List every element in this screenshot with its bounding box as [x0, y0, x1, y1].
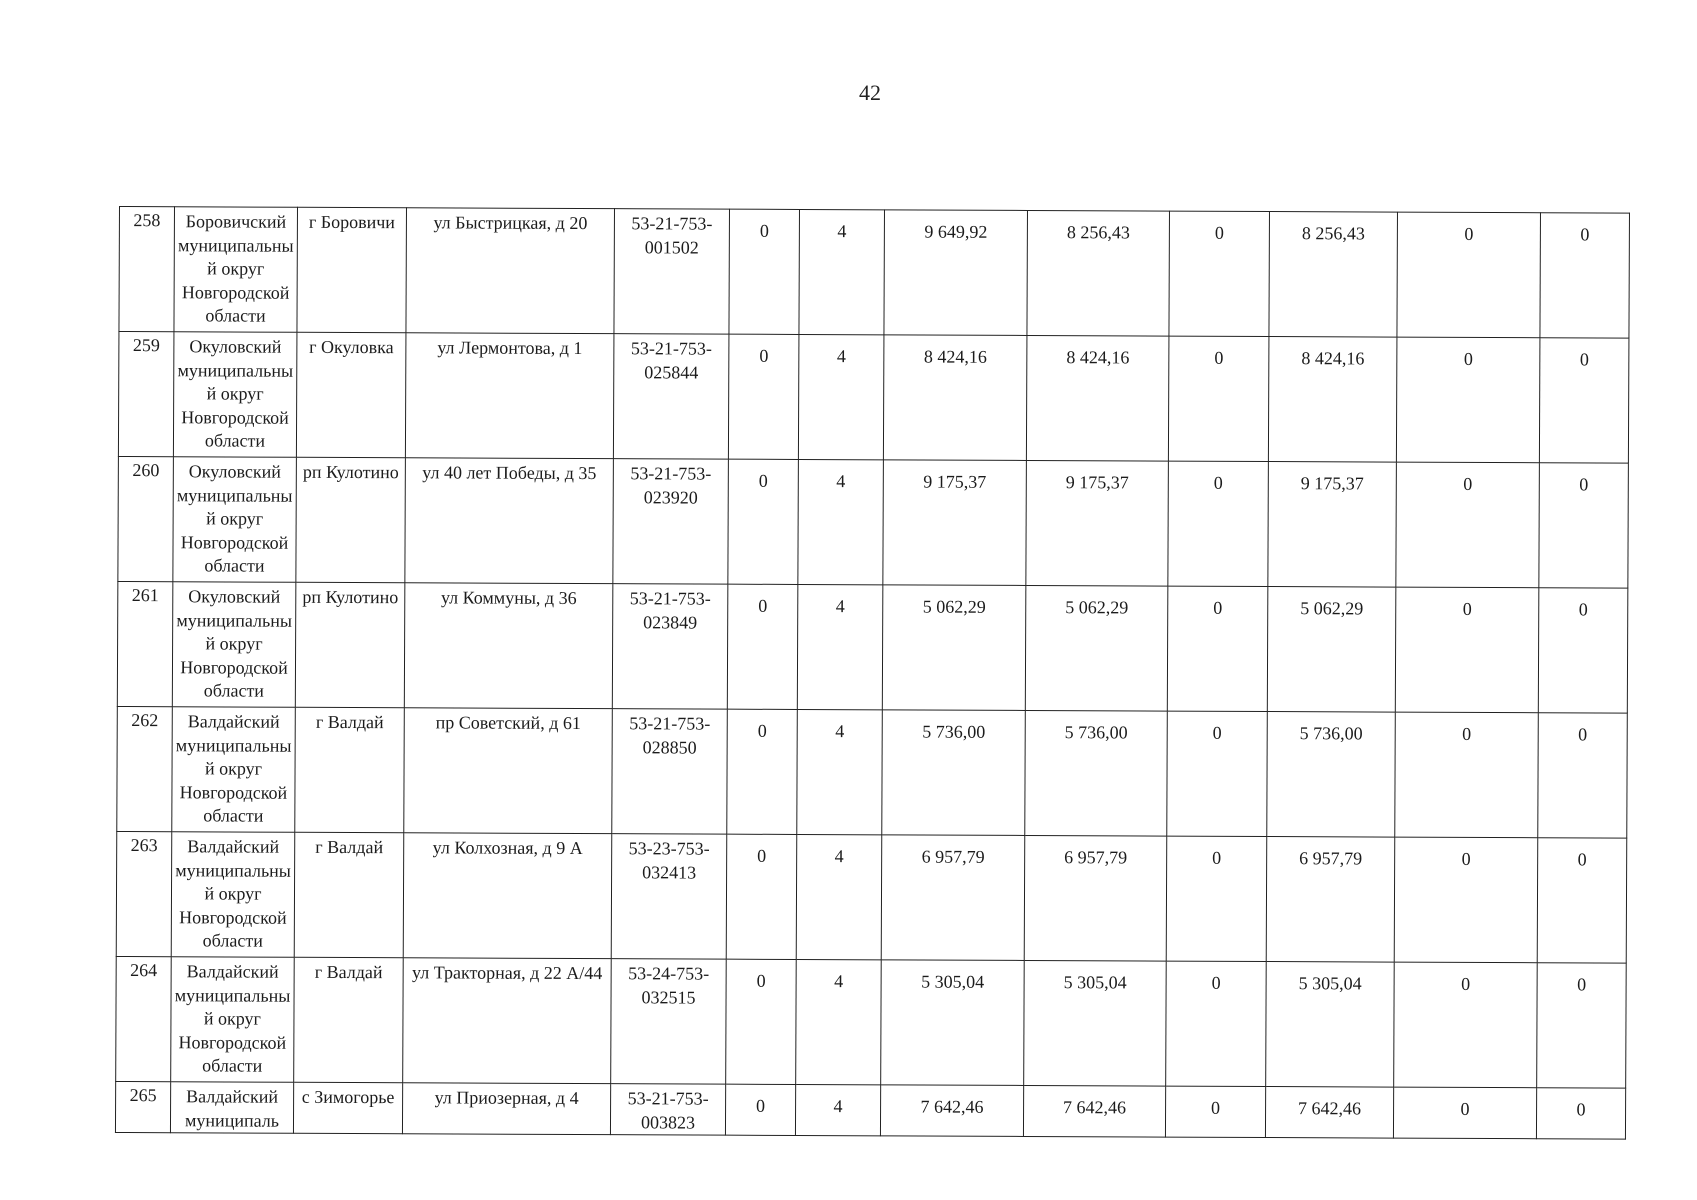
cell-col7: 4	[795, 1084, 880, 1135]
cell-col13: 0	[1538, 713, 1628, 838]
cell-number: 262	[117, 706, 173, 831]
cell-col6: 0	[726, 834, 797, 959]
cell-col9: 8 256,43	[1027, 210, 1170, 336]
cell-settlement: г Валдай	[294, 957, 404, 1082]
cell-col11: 5 305,04	[1266, 962, 1395, 1088]
table-row	[115, 1081, 1625, 1139]
cell-address: ул Быстрицкая, д 20	[406, 208, 615, 334]
cell-settlement: г Валдай	[294, 832, 404, 957]
cell-number: 265	[115, 1081, 170, 1132]
cell-col12: 0	[1396, 462, 1540, 588]
cell-col10: 0	[1166, 836, 1267, 961]
cell-code: 53-21-753-028850	[612, 709, 728, 835]
cell-settlement: г Боровичи	[297, 207, 407, 332]
cell-number: 260	[118, 456, 174, 581]
cell-col11: 6 957,79	[1266, 837, 1395, 963]
cell-col6: 0	[727, 584, 798, 709]
cell-col12: 0	[1393, 1087, 1536, 1139]
cell-col9: 5 736,00	[1025, 710, 1168, 836]
cell-col11: 7 642,46	[1265, 1087, 1393, 1139]
cell-code: 53-21-753-023849	[612, 584, 728, 710]
cell-col13: 0	[1536, 1088, 1625, 1139]
cell-col7: 4	[798, 334, 884, 459]
cell-settlement: с Зимогорье	[293, 1082, 402, 1133]
cell-col8: 5 062,29	[882, 585, 1026, 711]
table-row	[117, 581, 1628, 713]
cell-settlement: рп Кулотино	[296, 457, 406, 582]
cell-municipality: Окуловский муниципальный округ Новгородской области	[173, 457, 297, 583]
cell-col13: 0	[1537, 963, 1627, 1088]
cell-col11: 8 424,16	[1268, 337, 1397, 463]
cell-col8: 7 642,46	[880, 1085, 1023, 1137]
cell-col8: 6 957,79	[881, 835, 1025, 961]
cell-col12: 0	[1395, 587, 1539, 713]
cell-col11: 5 736,00	[1267, 712, 1396, 838]
cell-address: ул Лермонтова, д 1	[405, 333, 614, 459]
cell-col10: 0	[1167, 586, 1268, 711]
cell-col10: 0	[1166, 961, 1267, 1086]
data-table	[115, 206, 1630, 1140]
cell-col11: 5 062,29	[1267, 587, 1396, 713]
cell-number: 263	[116, 831, 172, 956]
cell-col12: 0	[1397, 212, 1541, 338]
cell-col7: 4	[797, 709, 883, 834]
cell-col13: 0	[1537, 838, 1627, 963]
cell-col6: 0	[726, 959, 797, 1084]
table-row	[117, 706, 1628, 838]
cell-col10: 0	[1168, 461, 1269, 586]
cell-col12: 0	[1396, 337, 1540, 463]
cell-municipality: Окуловский муниципальный округ Новгородской области	[173, 332, 297, 458]
cell-col10: 0	[1165, 1086, 1265, 1137]
cell-col7: 4	[797, 584, 883, 709]
cell-col8: 9 175,37	[883, 460, 1027, 586]
cell-col7: 4	[796, 834, 882, 959]
cell-municipality: Валдайский муниципаль	[170, 1082, 293, 1134]
cell-code: 53-21-753-023920	[613, 459, 729, 585]
table-row	[116, 831, 1627, 963]
cell-col6: 0	[728, 334, 799, 459]
cell-col9: 6 957,79	[1024, 835, 1167, 961]
cell-col12: 0	[1394, 837, 1538, 963]
cell-col9: 8 424,16	[1026, 335, 1169, 461]
table-row	[118, 456, 1629, 588]
cell-municipality: Боровичский муниципальный округ Новгородской области	[174, 207, 298, 333]
cell-code: 53-21-753-001502	[614, 209, 730, 335]
cell-col13: 0	[1540, 213, 1630, 338]
cell-code: 53-23-753-032413	[611, 834, 727, 960]
cell-col6: 0	[725, 1084, 795, 1135]
cell-col11: 9 175,37	[1268, 462, 1397, 588]
cell-number: 258	[119, 207, 175, 332]
cell-settlement: г Окуловка	[296, 332, 406, 457]
cell-settlement: рп Кулотино	[295, 582, 405, 707]
cell-municipality: Валдайский муниципальный округ Новгородской области	[171, 832, 295, 958]
cell-address: ул Приозерная, д 4	[402, 1083, 610, 1135]
cell-col9: 5 062,29	[1025, 585, 1168, 711]
cell-col8: 5 305,04	[881, 960, 1025, 1086]
page-number: 42	[859, 80, 881, 105]
cell-col7: 4	[798, 459, 884, 584]
cell-col13: 0	[1539, 338, 1629, 463]
cell-col13: 0	[1538, 588, 1628, 713]
cell-col12: 0	[1395, 712, 1539, 838]
cell-col9: 5 305,04	[1024, 960, 1167, 1086]
cell-col10: 0	[1167, 711, 1268, 836]
table-row	[118, 332, 1629, 464]
cell-col8: 9 649,92	[884, 210, 1028, 336]
cell-address: пр Советский, д 61	[404, 708, 613, 834]
cell-municipality: Валдайский муниципальный округ Новгородской области	[172, 707, 296, 833]
cell-settlement: г Валдай	[295, 707, 405, 832]
cell-municipality: Валдайский муниципальный округ Новгородской области	[171, 957, 295, 1083]
cell-col7: 4	[796, 959, 882, 1084]
cell-code: 53-21-753-025844	[613, 334, 729, 460]
cell-col11: 8 256,43	[1269, 212, 1398, 338]
table-row	[119, 207, 1630, 339]
cell-col6: 0	[729, 209, 800, 334]
cell-col10: 0	[1169, 211, 1270, 336]
cell-address: ул 40 лет Победы, д 35	[405, 458, 614, 584]
cell-address: ул Колхозная, д 9 А	[403, 833, 612, 959]
cell-number: 261	[117, 581, 173, 706]
cell-col8: 5 736,00	[882, 710, 1026, 836]
table-body	[115, 207, 1629, 1140]
cell-col6: 0	[727, 709, 798, 834]
cell-code: 53-24-753-032515	[611, 959, 727, 1085]
cell-col12: 0	[1394, 962, 1538, 1088]
cell-col6: 0	[728, 459, 799, 584]
table-container	[115, 206, 1630, 1140]
cell-code: 53-21-753-003823	[610, 1084, 725, 1136]
cell-municipality: Окуловский муниципальный округ Новгородской области	[172, 582, 296, 708]
cell-number: 259	[118, 332, 174, 457]
table-row	[116, 956, 1627, 1088]
cell-col8: 8 424,16	[883, 335, 1027, 461]
cell-number: 264	[116, 956, 172, 1081]
cell-address: ул Тракторная, д 22 А/44	[403, 958, 612, 1084]
cell-address: ул Коммуны, д 36	[404, 583, 613, 709]
cell-col13: 0	[1539, 463, 1629, 588]
cell-col10: 0	[1168, 336, 1269, 461]
cell-col9: 7 642,46	[1023, 1085, 1165, 1137]
cell-col9: 9 175,37	[1026, 460, 1169, 586]
cell-col7: 4	[799, 209, 885, 334]
